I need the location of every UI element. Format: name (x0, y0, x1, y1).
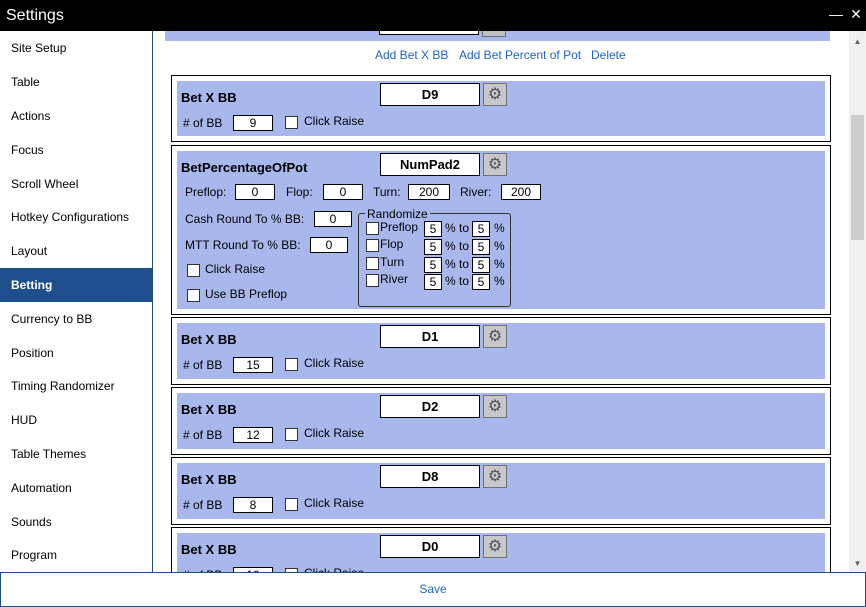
randomize-river-checkbox[interactable] (366, 274, 379, 287)
footer (0, 572, 866, 607)
randomize-river-to[interactable]: 5 (472, 274, 490, 290)
sidebar-item-site-setup[interactable]: Site Setup (11, 41, 67, 55)
betting-content (153, 31, 849, 572)
panel-title: Bet X BB (181, 472, 237, 487)
scrollbar-thumb[interactable] (851, 115, 864, 240)
num-bb-label: # of BB (183, 358, 223, 372)
hotkey-field[interactable]: D0 (380, 535, 480, 558)
bet-percentage-of-pot-panel[interactable] (171, 145, 831, 315)
gear-button[interactable] (483, 153, 507, 176)
gear-icon: ⚙ (487, 468, 503, 485)
click-raise-label: Click Raise (304, 496, 365, 510)
bet-x-bb-panel[interactable] (171, 387, 831, 455)
percent-to-label: % to (445, 257, 470, 271)
gear-button[interactable] (483, 395, 507, 418)
click-raise-checkbox[interactable] (285, 358, 298, 371)
num-bb-label: # of BB (183, 498, 223, 512)
panel-body (177, 323, 825, 379)
chevron-down-icon[interactable]: ▼ (853, 559, 862, 568)
percent-label: % (494, 221, 505, 235)
sidebar-item-hud[interactable]: HUD (11, 413, 37, 427)
hotkey-field[interactable]: D1 (380, 325, 480, 348)
turn-label: Turn: (373, 185, 401, 199)
sidebar-item-hotkey-configurations[interactable]: Hotkey Configurations (11, 210, 130, 224)
flop-label: Flop: (286, 185, 313, 199)
river-input[interactable]: 200 (501, 184, 541, 200)
click-raise-label: Click Raise (304, 356, 365, 370)
sidebar-item-betting[interactable]: Betting (0, 268, 152, 302)
cash-round-label: Cash Round To % BB: (185, 212, 305, 226)
click-raise-checkbox[interactable] (285, 428, 298, 441)
gear-button[interactable] (483, 83, 507, 106)
bet-actions (153, 48, 849, 64)
sidebar-item-table[interactable]: Table (11, 75, 40, 89)
panel-body (177, 151, 825, 309)
click-raise-checkbox[interactable] (285, 498, 298, 511)
percent-label: % (494, 257, 505, 271)
title-bar (0, 0, 866, 31)
window-title: Settings (6, 7, 64, 24)
panel-title: BetPercentageOfPot (181, 160, 308, 175)
num-bb-label: # of BB (183, 116, 223, 130)
cash-round-input[interactable]: 0 (314, 211, 352, 227)
partial-bet-panel (165, 31, 830, 41)
partial-gear-button[interactable] (482, 31, 506, 37)
turn-input[interactable]: 200 (408, 184, 450, 200)
num-bb-label: # of BB (183, 428, 223, 442)
num-bb-input[interactable]: 15 (233, 357, 273, 373)
click-raise-label: Click Raise (304, 114, 365, 128)
panel-title: Bet X BB (181, 542, 237, 557)
bet-x-bb-panel[interactable] (171, 317, 831, 385)
hotkey-field[interactable]: NumPad2 (380, 153, 480, 176)
delete-link[interactable]: Delete (591, 48, 626, 62)
river-label: River: (460, 185, 492, 199)
save-button[interactable]: Save (419, 582, 447, 596)
mtt-round-label: MTT Round To % BB: (185, 238, 301, 252)
chevron-up-icon[interactable]: ▲ (853, 37, 862, 46)
sidebar-item-table-themes[interactable]: Table Themes (11, 447, 87, 461)
randomize-turn-checkbox[interactable] (366, 257, 379, 270)
hotkey-field[interactable]: D9 (380, 83, 480, 106)
randomize-flop-checkbox[interactable] (366, 239, 379, 252)
randomize-preflop-checkbox[interactable] (366, 222, 379, 235)
percent-label: % (494, 239, 505, 253)
randomize-preflop-to[interactable]: 5 (472, 221, 490, 237)
vertical-scrollbar[interactable] (849, 31, 866, 572)
sidebar-item-timing-randomizer[interactable]: Timing Randomizer (11, 379, 115, 393)
preflop-input[interactable]: 0 (235, 184, 275, 200)
sidebar-item-focus[interactable]: Focus (11, 143, 44, 157)
randomize-river-from[interactable]: 5 (424, 274, 442, 290)
randomize-title: Randomize (367, 207, 428, 221)
click-raise-checkbox[interactable] (187, 264, 200, 277)
mtt-round-input[interactable]: 0 (310, 237, 348, 253)
num-bb-input[interactable]: 8 (233, 497, 273, 513)
randomize-flop-from[interactable]: 5 (424, 239, 442, 255)
panel-body (177, 393, 825, 449)
randomize-flop-label: Flop (380, 237, 404, 251)
panel-body (177, 463, 825, 519)
sidebar-item-scroll-wheel[interactable]: Scroll Wheel (11, 177, 79, 191)
sidebar-item-actions[interactable]: Actions (11, 109, 51, 123)
sidebar-item-automation[interactable]: Automation (11, 481, 72, 495)
gear-button[interactable] (483, 535, 507, 558)
hotkey-field[interactable]: D8 (380, 465, 480, 488)
gear-icon: ⚙ (487, 328, 503, 345)
gear-icon: ⚙ (487, 538, 503, 555)
flop-input[interactable]: 0 (323, 184, 363, 200)
num-bb-input[interactable]: 12 (233, 427, 273, 443)
panel-body (177, 81, 825, 136)
bet-x-bb-panel[interactable] (171, 75, 831, 142)
gear-button[interactable] (483, 465, 507, 488)
click-raise-label: Click Raise (205, 262, 266, 276)
use-bb-preflop-label: Use BB Preflop (205, 287, 288, 301)
randomize-group (358, 207, 511, 307)
sidebar (0, 31, 153, 572)
randomize-turn-to[interactable]: 5 (472, 257, 490, 273)
preflop-label: Preflop: (185, 185, 227, 199)
randomize-turn-from[interactable]: 5 (424, 257, 442, 273)
partial-hotkey-field[interactable] (379, 31, 479, 35)
gear-icon: ⚙ (487, 86, 503, 103)
randomize-preflop-label: Preflop (380, 220, 419, 234)
sidebar-item-program[interactable]: Program (11, 548, 58, 562)
gear-icon: ⚙ (487, 156, 503, 173)
randomize-flop-to[interactable]: 5 (472, 239, 490, 255)
close-button[interactable]: ✕ (850, 6, 862, 22)
num-bb-input[interactable]: 9 (233, 115, 273, 131)
gear-button[interactable] (483, 325, 507, 348)
sidebar-item-sounds[interactable]: Sounds (11, 515, 52, 529)
click-raise-label: Click Raise (304, 426, 365, 440)
use-bb-preflop-checkbox[interactable] (187, 289, 200, 302)
randomize-preflop-from[interactable]: 5 (424, 221, 442, 237)
percent-label: % (494, 274, 505, 288)
randomize-turn-label: Turn (380, 255, 405, 269)
randomize-river-label: River (380, 272, 409, 286)
sidebar-item-currency-to-bb[interactable]: Currency to BB (11, 312, 93, 326)
percent-to-label: % to (445, 221, 470, 235)
panel-title: Bet X BB (181, 90, 237, 105)
add-bet-percent-link[interactable]: Add Bet Percent of Pot (459, 48, 582, 62)
panel-title: Bet X BB (181, 332, 237, 347)
hotkey-field[interactable]: D2 (380, 395, 480, 418)
minimize-button[interactable]: — (829, 6, 843, 22)
add-bet-x-bb-link[interactable]: Add Bet X BB (375, 48, 449, 62)
bet-x-bb-panel[interactable] (171, 457, 831, 525)
percent-to-label: % to (445, 274, 470, 288)
click-raise-checkbox[interactable] (285, 116, 298, 129)
sidebar-item-position[interactable]: Position (11, 346, 54, 360)
sidebar-item-layout[interactable]: Layout (11, 244, 48, 258)
percent-to-label: % to (445, 239, 470, 253)
gear-icon: ⚙ (487, 398, 503, 415)
panel-title: Bet X BB (181, 402, 237, 417)
